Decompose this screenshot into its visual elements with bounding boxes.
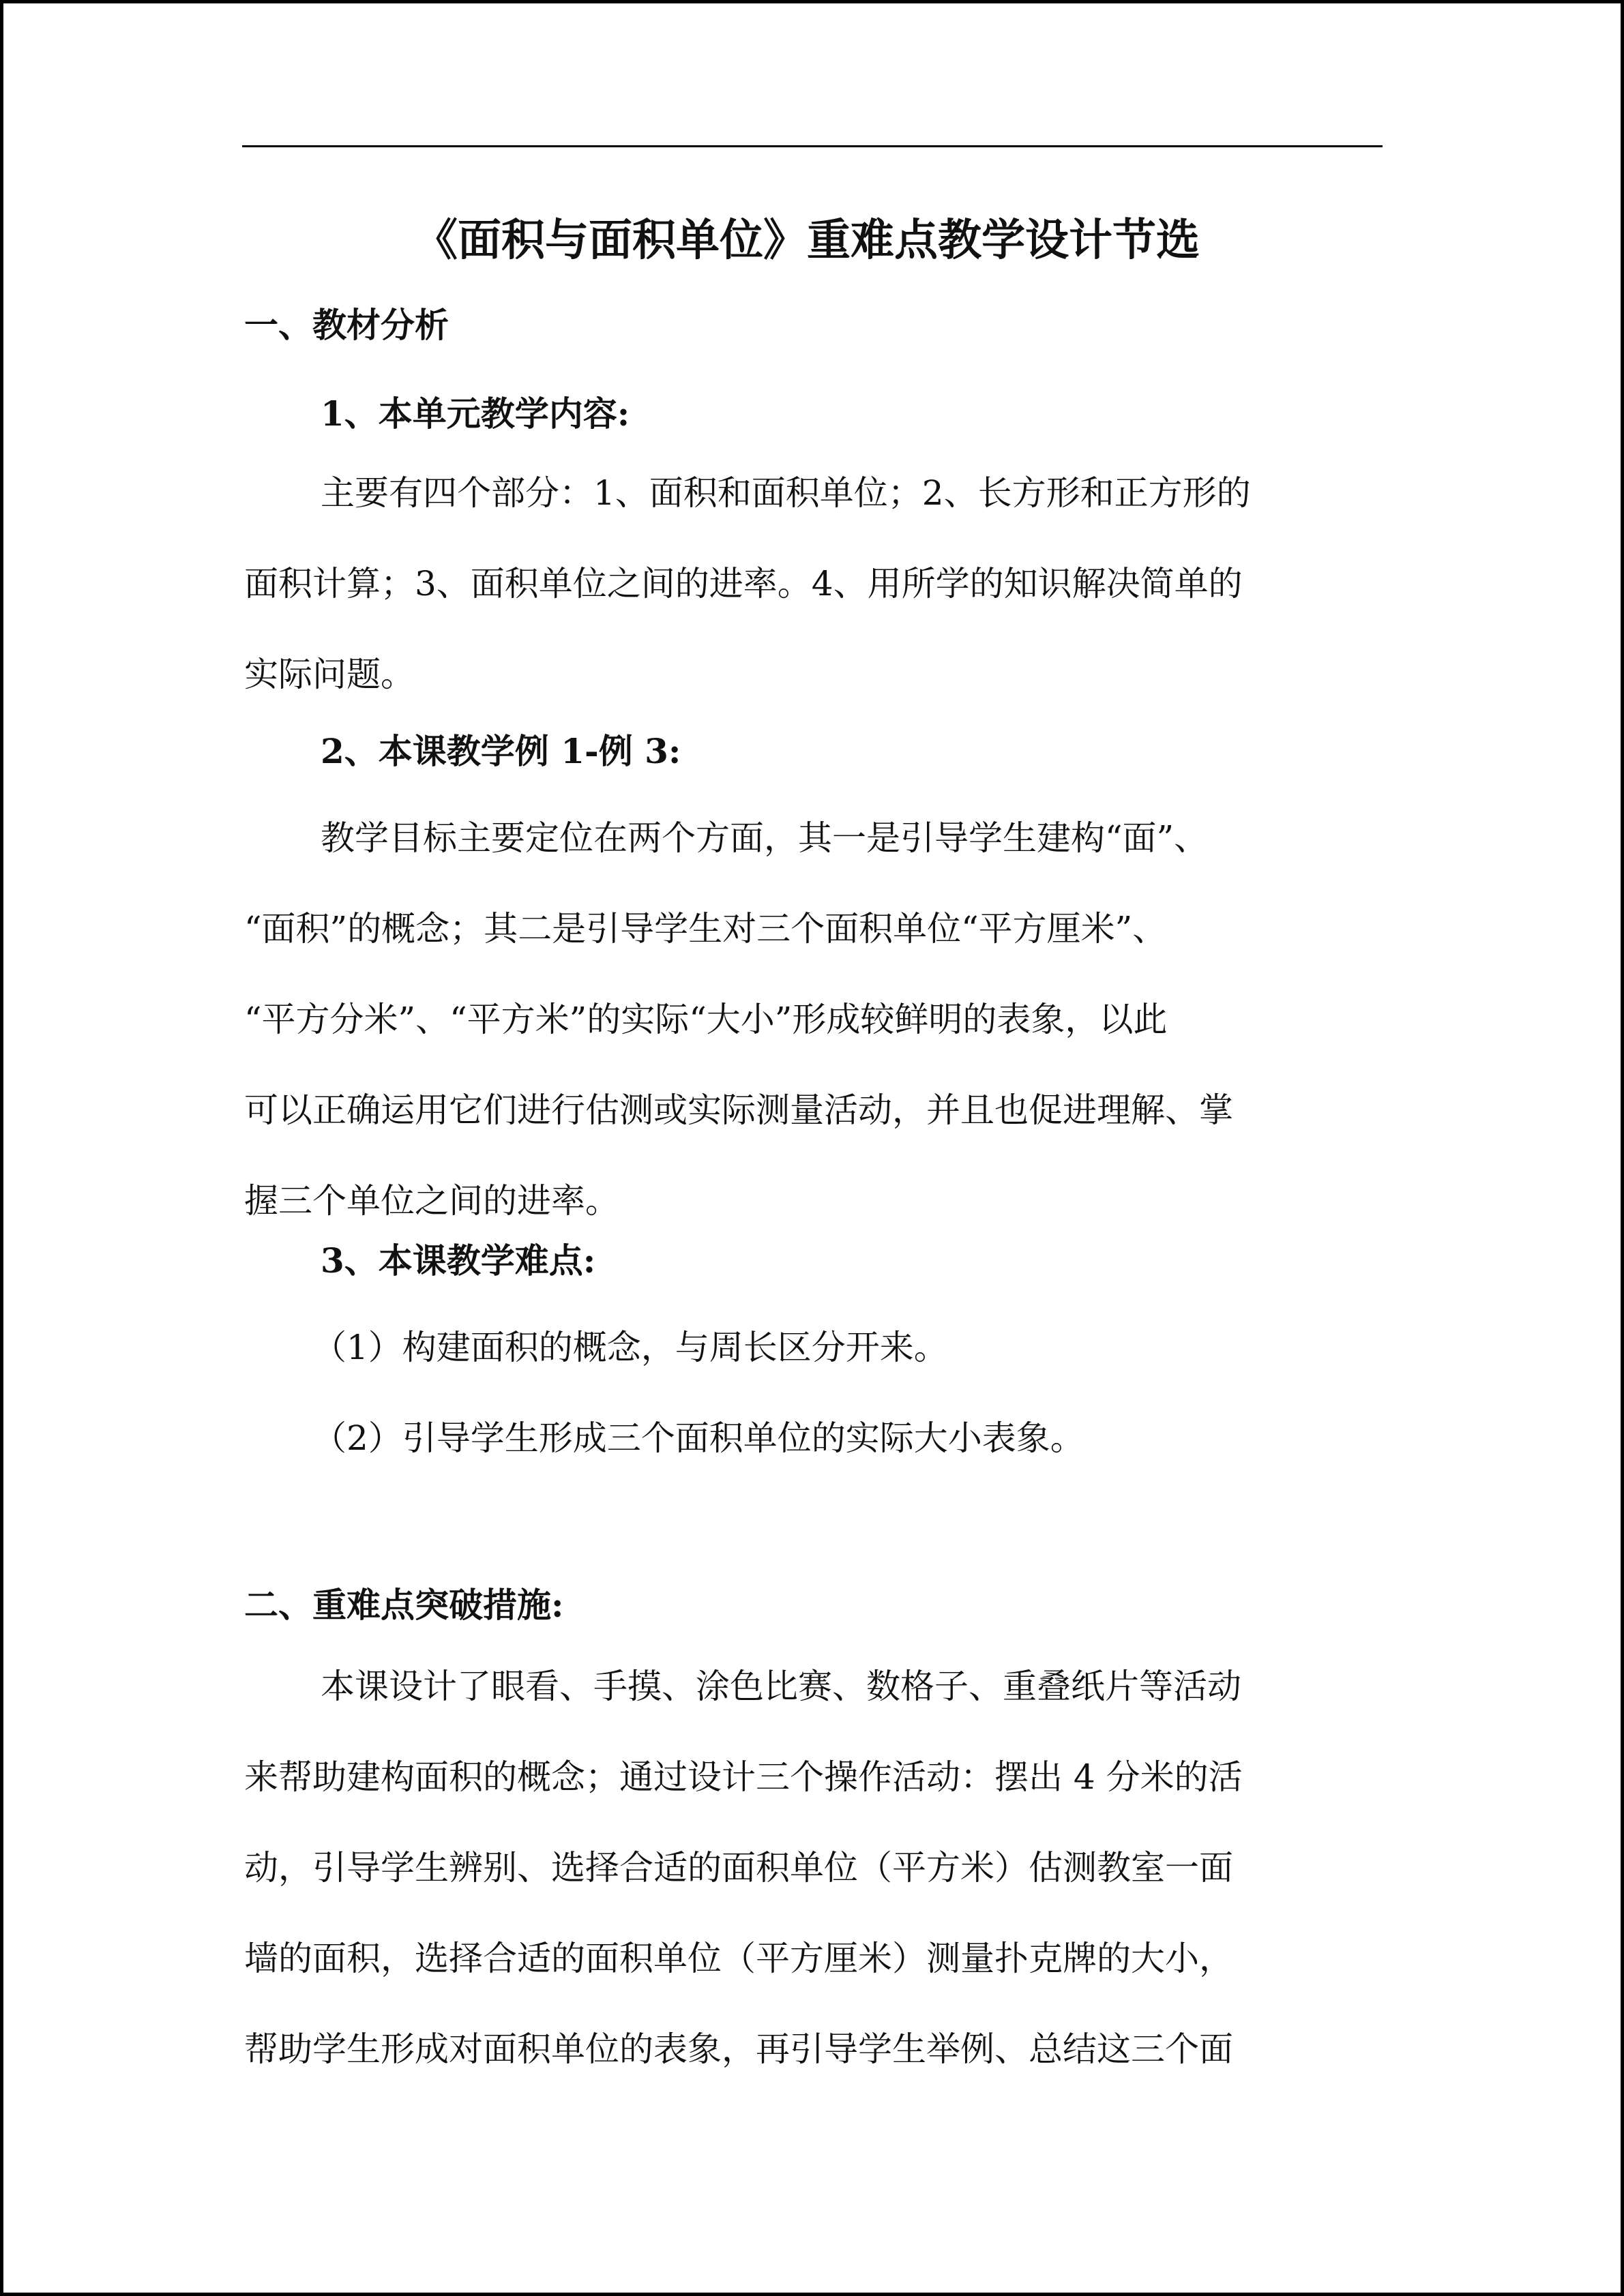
subsection-heading-difficulties: 3、本课教学难点: [321, 1240, 596, 1281]
paragraph-line: 面积计算；3、面积单位之间的进率。4、用所学的知识解决简单的 [244, 564, 1243, 603]
section-heading-analysis: 一、教材分析 [244, 305, 449, 345]
list-item: （2）引导学生形成三个面积单位的实际大小表象。 [312, 1418, 1084, 1458]
paragraph-measures [244, 1641, 1370, 2095]
paragraph-line: 帮助学生形成对面积单位的表象，再引导学生举例、总结这三个面 [244, 2029, 1233, 2069]
paragraph-line: 可以正确运用它们进行估测或实际测量活动，并且也促进理解、掌 [244, 1090, 1233, 1130]
header-rule [242, 145, 1383, 147]
paragraph-line: 主要有四个部分：1、面积和面积单位；2、长方形和正方形的 [321, 473, 1251, 513]
section-heading-measures: 二、重难点突破措施: [244, 1585, 564, 1625]
paragraph-line: “面积”的概念；其二是引导学生对三个面积单位“平方厘米”、 [244, 909, 1167, 949]
paragraph-unit-content [244, 448, 1370, 720]
paragraph-line: “平方分米”、“平方米”的实际“大小”形成较鲜明的表象，以此 [244, 1000, 1168, 1039]
document-title: 《面积与面积单位》重难点教学设计节选 [414, 215, 1200, 266]
paragraph-line: 握三个单位之间的进率。 [244, 1181, 619, 1221]
subsection-heading-lesson-examples: 2、本课教学例 1-例 3: [321, 731, 681, 771]
paragraph-line: 动，引导学生辨别、选择合适的面积单位（平方米）估测教室一面 [244, 1848, 1233, 1888]
paragraph-line: 墙的面积，选择合适的面积单位（平方厘米）测量扑克牌的大小， [244, 1939, 1233, 1978]
paragraph-line: 教学目标主要定位在两个方面，其一是引导学生建构“面”、 [321, 818, 1209, 858]
paragraph-line: 本课设计了眼看、手摸、涂色比赛、数格子、重叠纸片等活动 [321, 1667, 1241, 1706]
subsection-heading-unit-content: 1、本单元教学内容: [321, 393, 630, 434]
list-item: （1）构建面积的概念，与周长区分开来。 [312, 1328, 948, 1367]
paragraph-line: 来帮助建构面积的概念；通过设计三个操作活动：摆出 4 分米的活 [244, 1757, 1243, 1797]
paragraph-line: 实际问题。 [244, 655, 415, 694]
paragraph-teaching-goals [244, 793, 1370, 1247]
difficulties-list [244, 1302, 1370, 1484]
